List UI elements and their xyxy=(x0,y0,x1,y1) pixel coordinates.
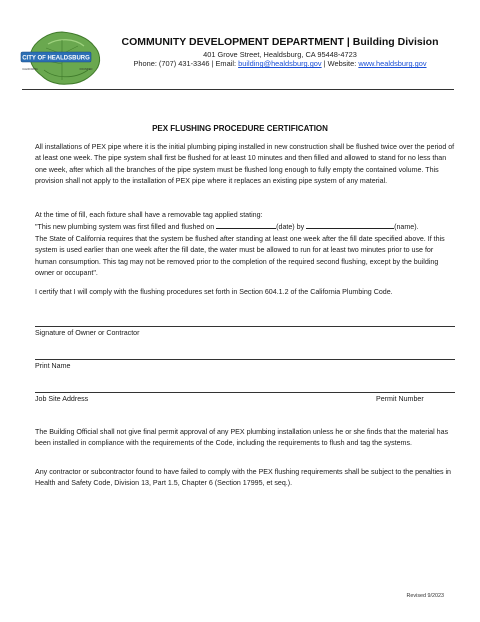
website-link[interactable]: www.healdsburg.gov xyxy=(358,59,427,69)
website-label: | Website: xyxy=(321,59,359,69)
print-name-line[interactable] xyxy=(35,359,455,360)
official-text: The Building Official shall not give final permit approval of any PEX plumbing installation unless he or she finds that the material has been installed in compliance with the requirements of the Code, including the requirements to flush and tag the systems. xyxy=(35,428,449,448)
certify-text: I certify that I will comply with the flushing procedures set forth in Section 604.1.2 of the California Plumbing Code. xyxy=(35,288,393,296)
tag-intro: At the time of fill, each fixture shall have a removable tag applied stating: xyxy=(35,211,263,219)
email-link[interactable]: building@healdsburg.gov xyxy=(238,59,322,69)
signature-line[interactable] xyxy=(35,326,455,327)
print-name-label: Print Name xyxy=(35,362,71,370)
fill-date-blank[interactable] xyxy=(216,221,276,229)
logo-right-text: FOUNDED xyxy=(79,68,93,71)
tag-statement-paragraph xyxy=(35,210,455,279)
department-address: 401 Grove Street, Healdsburg, CA 95448-4723 xyxy=(203,50,357,60)
tag-quote-line xyxy=(35,221,455,233)
penalty-text: Any contractor or subcontractor found to have failed to comply with the PEX flushing requirements shall be subject to the penalties in Health and Safety Code, Division 13, Part 1.5, Chapter 6 (Section 17995, et seq.). xyxy=(35,468,452,488)
document-title: PEX FLUSHING PROCEDURE CERTIFICATION xyxy=(152,124,328,133)
penalty-paragraph xyxy=(35,467,455,490)
contact-line xyxy=(108,59,452,68)
tag-quote-part-a: "This new plumbing system was first filled and flushed on xyxy=(35,223,217,232)
tag-quote-part-b: (date) by xyxy=(276,223,307,232)
logo-banner-text: CITY OF HEALDSBURG xyxy=(22,55,90,62)
letterhead xyxy=(108,36,452,69)
flushed-by-name-blank[interactable] xyxy=(306,221,394,229)
certification-paragraph xyxy=(35,287,455,298)
department-title: COMMUNITY DEVELOPMENT DEPARTMENT | Building Division xyxy=(121,36,439,48)
revision-date: Revised 9/2023 xyxy=(406,593,444,599)
signature-label: Signature of Owner or Contractor xyxy=(35,329,140,337)
phone-text: Phone: (707) 431-3346 | Email: xyxy=(133,59,239,69)
logo-left-text: CALIFORNIA xyxy=(22,68,38,71)
job-site-line[interactable] xyxy=(35,392,455,393)
paragraph-text: All installations of PEX pipe where it is the initial plumbing piping installed in new construction shall be flushed twice over the period of at least one week. The pipe system shall first be flushed for at least 10 minutes and then filled and allowed to stand for no less than one week, after which all the branches of the pipe system must be flushed long enough to fully empty the contained volume. This provision shall not apply to the installation of PEX pipe where it replaces an existing pipe system of any material. xyxy=(35,143,455,186)
permit-number-label: Permit Number xyxy=(376,395,424,403)
flushing-requirements-paragraph xyxy=(35,142,455,188)
city-of-healdsburg-logo xyxy=(18,30,106,86)
tag-quote-part-c: (name). xyxy=(394,223,419,232)
header-divider xyxy=(22,89,454,90)
building-official-paragraph xyxy=(35,427,455,450)
job-site-label: Job Site Address xyxy=(35,395,89,403)
tag-rest: The State of California requires that the system be flushed after standing at least one week after the fill date specified above. If this system is used earlier than one week after the fill date, the water must be allowed to run for at least two minutes prior to use for human consumption. This tag may not be removed prior to the completion of the required second flushing, except by the building owner or occupant". xyxy=(35,234,445,278)
